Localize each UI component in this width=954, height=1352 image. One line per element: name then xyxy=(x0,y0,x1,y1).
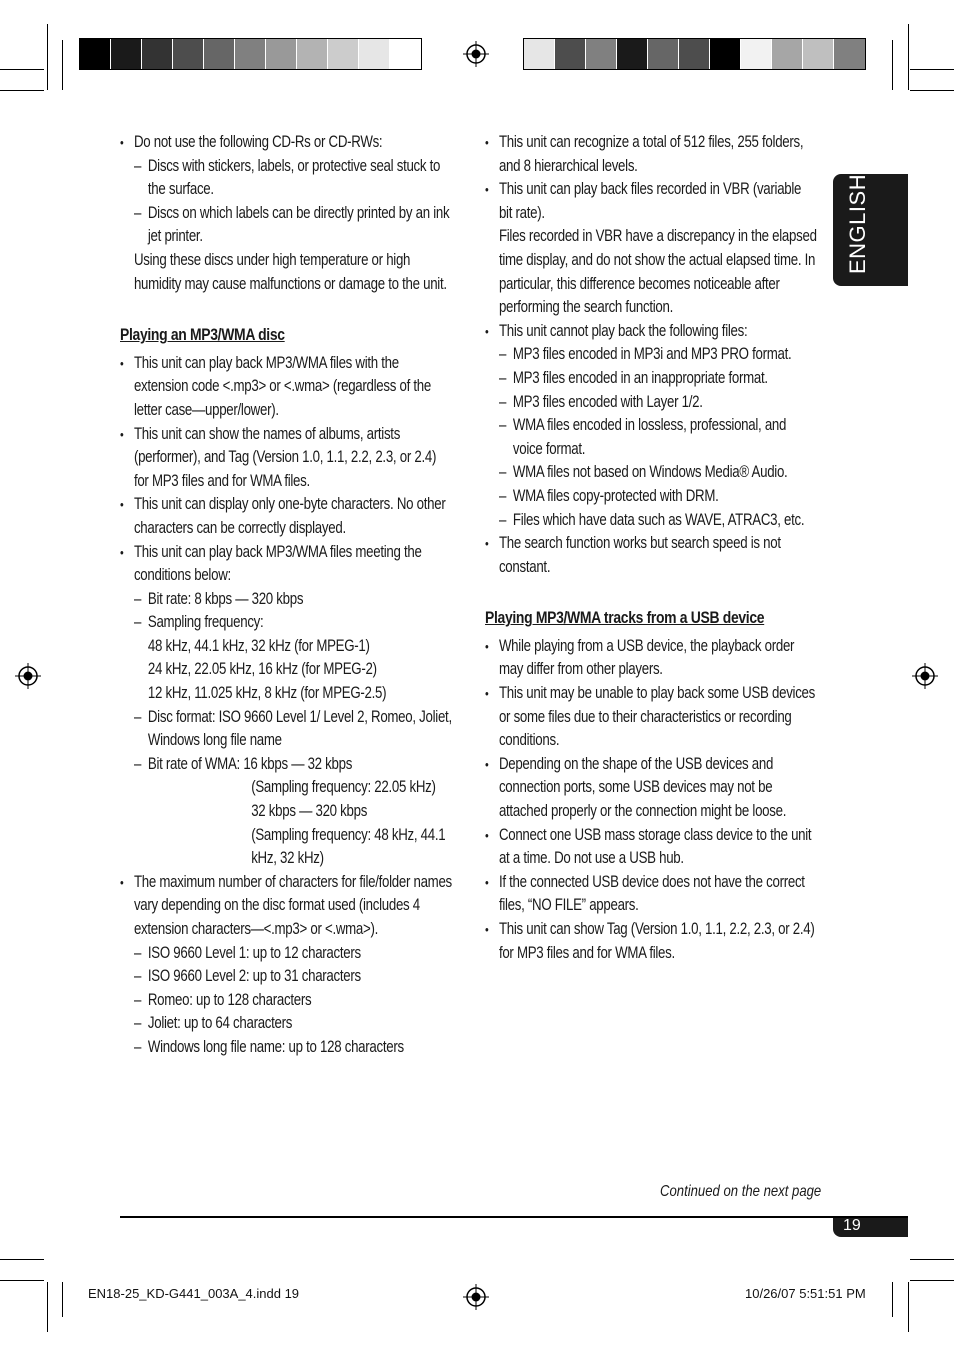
list-item: • The maximum number of characters for file/folder names vary depending on the disc format used (includes 4 extension characters—<.mp3> or <.wma>). xyxy=(120,871,452,942)
list-item: • Depending on the shape of the USB devices and connection ports, some USB devices may not be attached properly or the connection might be loose. xyxy=(485,753,817,824)
color-swatch xyxy=(359,39,390,69)
sub-list-item: – WMA files copy-protected with DRM. xyxy=(499,485,817,509)
list-item: • If the connected USB device does not have the correct files, “NO FILE” appears. xyxy=(485,871,817,918)
crop-mark xyxy=(0,1280,44,1281)
color-swatch xyxy=(390,39,421,69)
color-calibration-bar-left xyxy=(79,38,422,70)
left-column xyxy=(120,131,452,1060)
crop-mark xyxy=(47,1282,48,1332)
file-info-list xyxy=(485,131,817,225)
language-tab-label: ENGLISH xyxy=(845,173,870,274)
sub-list-text: – Sampling frequency: xyxy=(147,613,264,632)
sub-list-text: 32 kbps — 320 kbps xyxy=(251,802,368,821)
registration-mark-icon xyxy=(463,41,489,67)
list-item: • While playing from a USB device, the playback order may differ from other players. xyxy=(485,635,817,682)
list-item: • Connect one USB mass storage class device to the unit at a time. Do not use a USB hub. xyxy=(485,824,817,871)
registration-mark-icon xyxy=(912,663,938,689)
footer-rule xyxy=(120,1216,908,1218)
disc-warning-list xyxy=(120,131,452,249)
sub-list-text: (Sampling frequency: 48 kHz, 44.1 kHz, 32 kHz) xyxy=(251,825,446,868)
sub-list-item: – Bit rate: 8 kbps — 320 kbps xyxy=(134,588,452,612)
registration-mark-icon xyxy=(463,1284,489,1310)
usb-device-list xyxy=(485,635,817,965)
sub-list-item: – Romeo: up to 128 characters xyxy=(134,989,452,1013)
sub-list-item: – WMA files encoded in lossless, professional, and voice format. xyxy=(499,414,817,461)
color-swatch xyxy=(648,39,679,69)
list-item: • Do not use the following CD-Rs or CD-RWs: xyxy=(120,131,452,155)
list-item: • This unit can show the names of albums, artists (performer), and Tag (Version 1.0, 1.1, 2.2, 2.3, or 2.4) for MP3 files and for WMA files. xyxy=(120,423,452,494)
sub-list-item: – Files which have data such as WAVE, ATRAC3, etc. xyxy=(499,509,817,533)
list-item: • This unit cannot play back the following files: xyxy=(485,320,817,344)
right-column xyxy=(485,131,817,965)
page-number-tab xyxy=(833,1218,908,1237)
crop-mark xyxy=(62,40,63,90)
sub-list-item: – MP3 files encoded in an inappropriate format. xyxy=(499,367,817,391)
crop-mark xyxy=(892,1282,893,1317)
sub-list-item: – WMA files not based on Windows Media® Audio. xyxy=(499,461,817,485)
sub-list-item: – Discs on which labels can be directly printed by an ink jet printer. xyxy=(134,202,452,249)
crop-mark xyxy=(0,1259,44,1260)
section-heading-usb-device: Playing MP3/WMA tracks from a USB device xyxy=(485,608,765,628)
color-calibration-bar-right xyxy=(523,38,866,70)
color-swatch xyxy=(266,39,297,69)
color-swatch xyxy=(142,39,173,69)
color-swatch xyxy=(111,39,142,69)
crop-mark xyxy=(908,24,909,90)
crop-mark xyxy=(910,69,954,70)
color-swatch xyxy=(617,39,648,69)
list-item: • This unit can display only one-byte characters. No other characters can be correctly displayed. xyxy=(120,493,452,540)
list-item: • This unit can play back MP3/WMA files meeting the conditions below: xyxy=(120,541,452,588)
color-swatch xyxy=(803,39,834,69)
sub-list-text: (Sampling frequency: 22.05 kHz) xyxy=(251,778,436,797)
section-heading-mp3-wma-disc: Playing an MP3/WMA disc xyxy=(120,325,285,345)
crop-mark xyxy=(892,40,893,90)
list-item: • The search function works but search speed is not constant. xyxy=(485,532,817,579)
color-swatch xyxy=(80,39,111,69)
color-swatch xyxy=(524,39,555,69)
crop-mark xyxy=(0,69,44,70)
color-swatch xyxy=(235,39,266,69)
sub-list-item xyxy=(134,611,452,705)
color-swatch xyxy=(555,39,586,69)
color-swatch xyxy=(834,39,865,69)
list-item: • This unit can play back files recorded in VBR (variable bit rate). xyxy=(485,178,817,225)
color-swatch xyxy=(586,39,617,69)
crop-mark xyxy=(62,1282,63,1317)
sub-list-item: – MP3 files encoded with Layer 1/2. xyxy=(499,391,817,415)
sub-list-item: – Discs with stickers, labels, or protective seal stuck to the surface. xyxy=(134,155,452,202)
sub-list-text: – Bit rate of WMA: 16 kbps — 32 kbps xyxy=(147,754,353,773)
unsupported-files-list xyxy=(485,320,817,580)
list-item: • This unit may be unable to play back some USB devices or some files due to their characteristics or recording conditions. xyxy=(485,682,817,753)
crop-mark xyxy=(47,24,48,90)
note-paragraph: Files recorded in VBR have a discrepancy in the elapsed time display, and do not show the actual elapsed time. In particular, this difference becomes noticeable after performing the search function. xyxy=(498,227,817,317)
sub-list-item xyxy=(134,753,452,871)
list-item: • This unit can play back MP3/WMA files with the extension code <.mp3> or <.wma> (regardless of the letter case—upper/lower). xyxy=(120,352,452,423)
color-swatch xyxy=(710,39,741,69)
color-swatch xyxy=(297,39,328,69)
list-item: • This unit can recognize a total of 512 files, 255 folders, and 8 hierarchical levels. xyxy=(485,131,817,178)
sub-list-item: – Disc format: ISO 9660 Level 1/ Level 2, Romeo, Joliet, Windows long file name xyxy=(134,706,452,753)
note-paragraph: Using these discs under high temperature or high humidity may cause malfunctions or damage to the unit. xyxy=(133,250,447,293)
sub-list-item: – Windows long file name: up to 128 characters xyxy=(134,1036,452,1060)
footer-file-info: EN18-25_KD-G441_003A_4.indd 19 xyxy=(88,1286,300,1301)
crop-mark xyxy=(908,1282,909,1332)
crop-mark xyxy=(910,1259,954,1260)
list-item: • This unit can show Tag (Version 1.0, 1.1, 2.2, 2.3, or 2.4) for MP3 files and for WMA files. xyxy=(485,918,817,965)
color-swatch xyxy=(741,39,772,69)
language-tab xyxy=(833,174,908,286)
sub-list-item: – ISO 9660 Level 2: up to 31 characters xyxy=(134,965,452,989)
color-swatch xyxy=(772,39,803,69)
sub-list-item: – Joliet: up to 64 characters xyxy=(134,1012,452,1036)
mp3-wma-disc-list xyxy=(120,352,452,1060)
sub-list-text: 48 kHz, 44.1 kHz, 32 kHz (for MPEG-1) xyxy=(147,636,370,655)
registration-mark-icon xyxy=(15,663,41,689)
color-swatch xyxy=(204,39,235,69)
sub-list-text: 12 kHz, 11.025 kHz, 8 kHz (for MPEG-2.5) xyxy=(147,684,387,703)
page-number: 19 xyxy=(843,1217,861,1234)
color-swatch xyxy=(328,39,359,69)
crop-mark xyxy=(0,90,44,91)
crop-mark xyxy=(910,1280,954,1281)
sub-list-text: 24 kHz, 22.05 kHz, 16 kHz (for MPEG-2) xyxy=(147,660,377,679)
footer-datetime: 10/26/07 5:51:51 PM xyxy=(745,1286,866,1301)
crop-mark xyxy=(910,90,954,91)
sub-list-item: – MP3 files encoded in MP3i and MP3 PRO format. xyxy=(499,343,817,367)
color-swatch xyxy=(173,39,204,69)
color-swatch xyxy=(679,39,710,69)
continued-note: Continued on the next page xyxy=(660,1183,822,1200)
sub-list-item: – ISO 9660 Level 1: up to 12 characters xyxy=(134,942,452,966)
